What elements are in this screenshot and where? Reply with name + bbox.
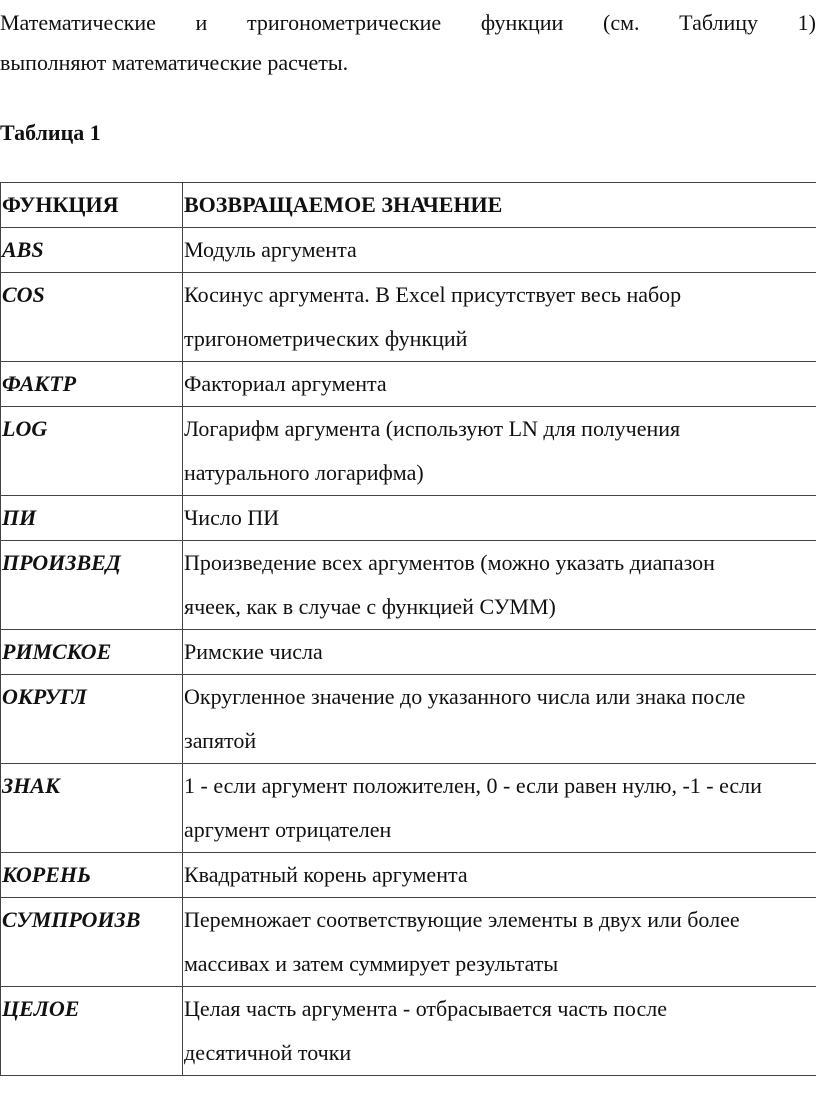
description-line: Римские числа: [184, 639, 323, 664]
function-description: [183, 764, 816, 853]
table-row: [1, 675, 816, 764]
description-line: Округленное значение до указанного числа или знака после: [184, 684, 746, 709]
function-description: [183, 541, 816, 630]
description-line: Модуль аргумента: [184, 237, 357, 262]
table-row: [1, 987, 816, 1076]
description-line: тригонометрических функций: [184, 326, 468, 351]
function-description: [183, 630, 816, 675]
function-description: [183, 273, 816, 362]
description-line: десятичной точки: [184, 1040, 352, 1065]
table-row: [1, 407, 816, 496]
description-line: аргумент отрицателен: [184, 817, 392, 842]
description-line: Логарифм аргумента (используют LN для получения: [184, 416, 681, 441]
function-name: COS: [1, 273, 183, 362]
table-row: [1, 541, 816, 630]
table-caption: Таблица 1: [0, 120, 101, 145]
description-line: Факториал аргумента: [184, 371, 387, 396]
description-line: Целая часть аргумента - отбрасывается часть после: [184, 996, 667, 1021]
table-row: [1, 764, 816, 853]
description-line: Квадратный корень аргумента: [184, 862, 468, 887]
table-row: [1, 853, 816, 898]
table-row: [1, 630, 816, 675]
function-name: ПИ: [1, 496, 183, 541]
functions-table: [0, 182, 816, 1076]
function-description: [183, 228, 816, 273]
function-name: LOG: [1, 407, 183, 496]
intro-line-1: Математические и тригонометрические функции (см. Таблицу 1): [0, 10, 816, 35]
table-row: [1, 898, 816, 987]
description-line: Число ПИ: [184, 505, 280, 530]
function-description: [183, 362, 816, 407]
function-name: ОКРУГЛ: [1, 675, 183, 764]
table-header-row: [1, 183, 816, 228]
table-row: [1, 496, 816, 541]
function-description: [183, 853, 816, 898]
description-line: Перемножает соответствующие элементы в двух или более: [184, 907, 740, 932]
description-line: Косинус аргумента. В Excel присутствует весь набор: [184, 282, 682, 307]
table-row: [1, 362, 816, 407]
description-line: Произведение всех аргументов (можно указать диапазон: [184, 550, 715, 575]
function-name: ABS: [1, 228, 183, 273]
intro-line-2: выполняют математические расчеты.: [0, 50, 349, 75]
function-name: ФАКТР: [1, 362, 183, 407]
function-name: ЗНАК: [1, 764, 183, 853]
function-description: [183, 987, 816, 1076]
table-body: [1, 228, 816, 1076]
function-name: ПРОИЗВЕД: [1, 541, 183, 630]
function-description: [183, 407, 816, 496]
function-description: [183, 675, 816, 764]
table-row: [1, 228, 816, 273]
function-name: ЦЕЛОЕ: [1, 987, 183, 1076]
header-return-value: ВОЗВРАЩАЕМОЕ ЗНАЧЕНИЕ: [183, 183, 816, 228]
description-line: натурального логарифма): [184, 460, 424, 485]
description-line: ячеек, как в случае с функцией СУММ): [184, 594, 556, 619]
function-description: [183, 898, 816, 987]
function-description: [183, 496, 816, 541]
description-line: 1 - если аргумент положителен, 0 - если равен нулю, -1 - если: [184, 773, 762, 798]
function-name: СУМПРОИЗВ: [1, 898, 183, 987]
description-line: массивах и затем суммирует результаты: [184, 951, 559, 976]
header-function: ФУНКЦИЯ: [1, 183, 183, 228]
function-name: РИМСКОЕ: [1, 630, 183, 675]
table-row: [1, 273, 816, 362]
description-line: запятой: [184, 728, 257, 753]
function-name: КОРЕНЬ: [1, 853, 183, 898]
